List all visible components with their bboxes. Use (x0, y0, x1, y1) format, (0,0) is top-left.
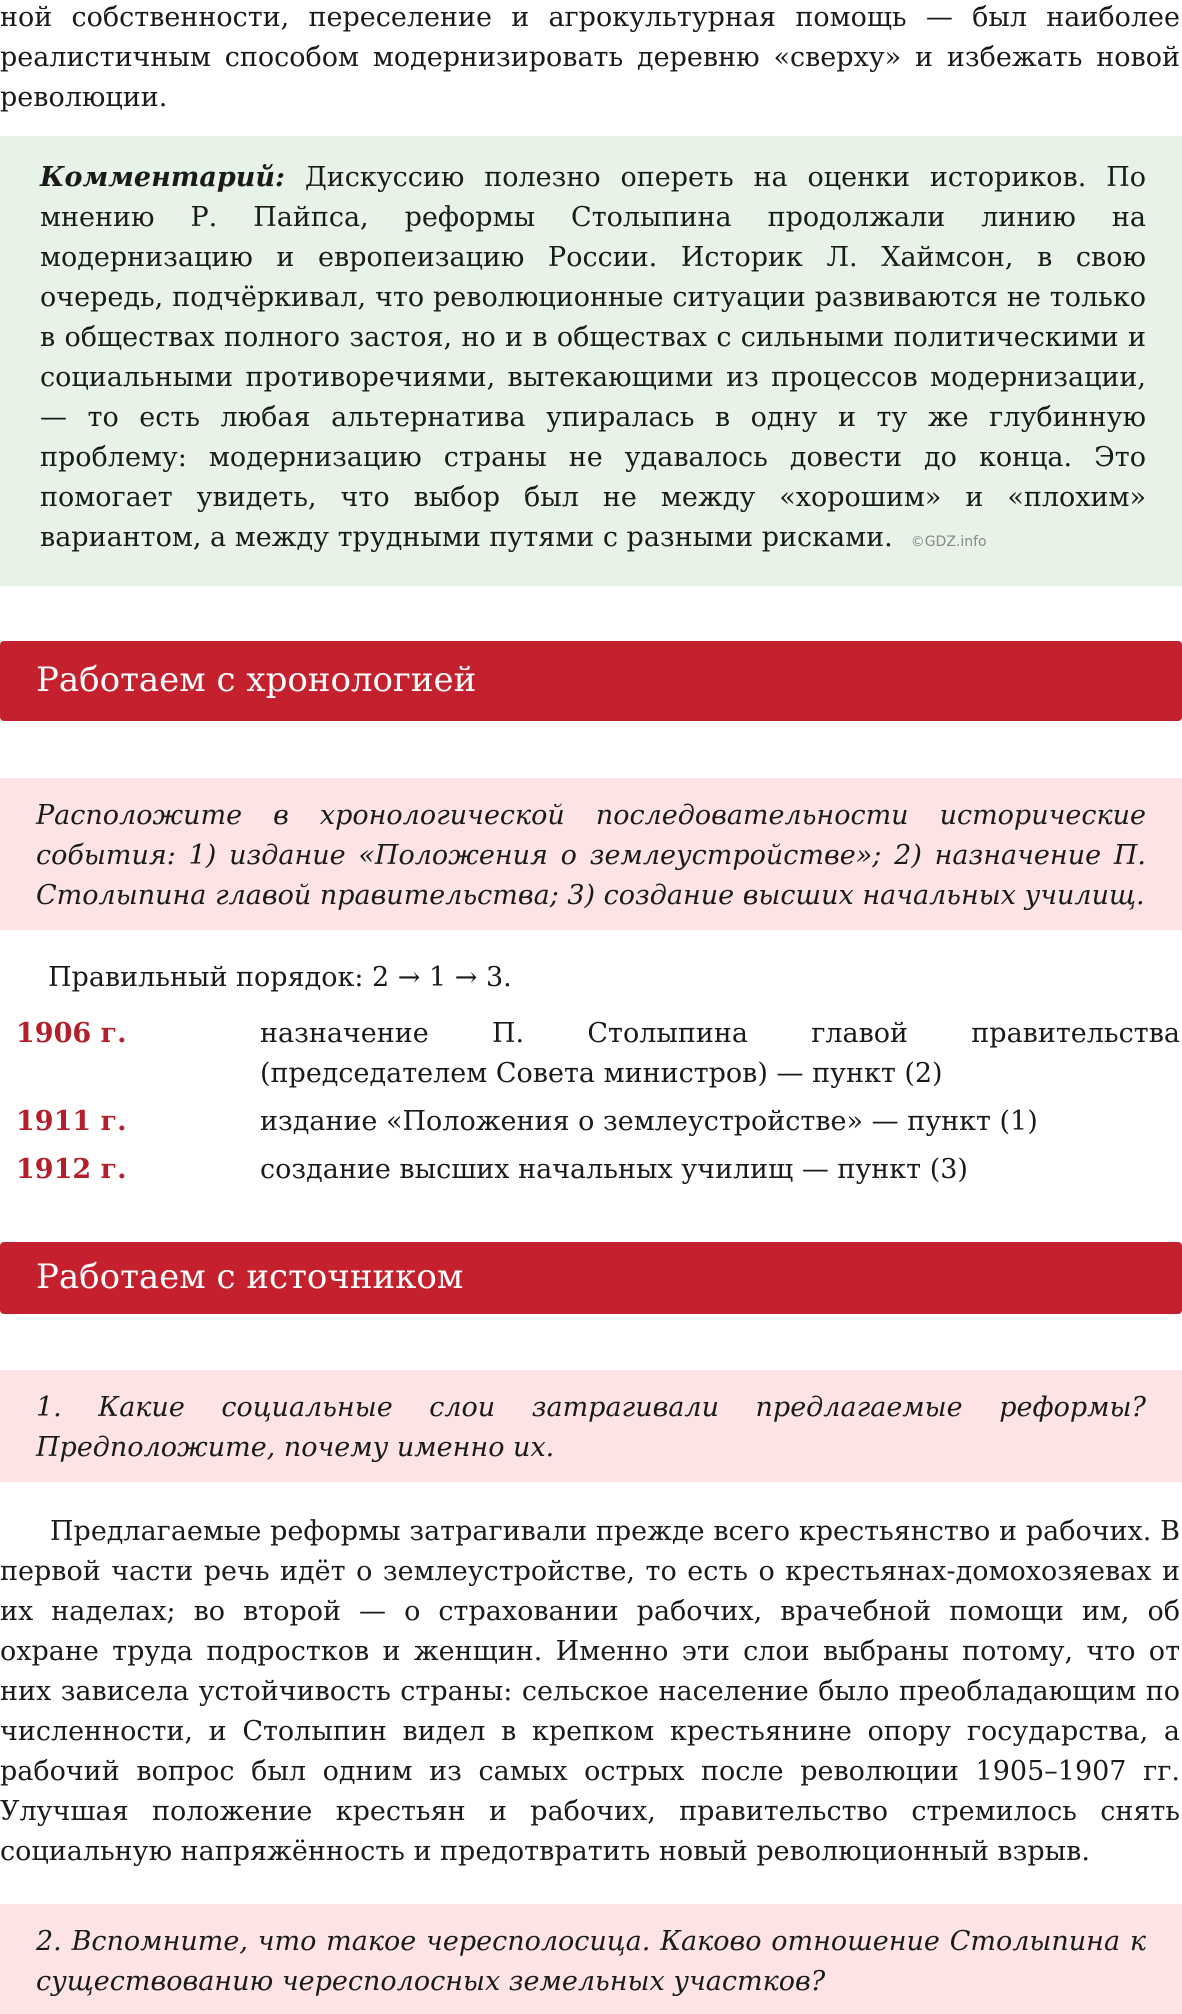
chronology-event: создание высших начальных училищ — пункт (3) (260, 1154, 968, 1185)
chronology-event: издание «Положения о землеустройстве» — пункт (1) (260, 1106, 1038, 1137)
chronology-event: назначение П. Столыпина главой правительства (председателем Совета министров) — пункт (2) (260, 1018, 1180, 1089)
section-title-chronology: Работаем с хронологией (36, 660, 477, 700)
chronology-year: 1912 г. (16, 1154, 127, 1185)
comment-box (0, 136, 1182, 586)
intro-paragraph: ной собственности, переселение и агрокультурная помощь — был наиболее реалистичным способом модернизировать деревню «сверху» и избежать новой революции. (0, 2, 1180, 113)
comment-lead: Комментарий: (40, 162, 285, 193)
task-box-question-1 (0, 1370, 1182, 1482)
section-bar-source (0, 1242, 1182, 1314)
task-box-question-2 (0, 1904, 1182, 2014)
source-question-2: 2. Вспомните, что такое чересполосица. Каково отношение Столыпина к существованию чересполосных земельных участков? (36, 1926, 1146, 1997)
correct-order: Правильный порядок: 2 → 1 → 3. (48, 962, 512, 993)
task-box-chronology (0, 778, 1182, 930)
section-bar-chronology (0, 641, 1182, 721)
source-answer-1: Предлагаемые реформы затрагивали прежде всего крестьянство и рабочих. В первой части речь идёт о землеустройстве, то есть о крестьянах-домохозяевах и их наделах; во второй — о страховании рабочих, врачебной помощи им, об охране труда подростков и женщин. Именно эти слои выбраны потому, что от них зависела устойчивость страны: сельское население было преобладающим по численности, и Столыпин видел в крепком крестьянине опору государства, а рабочий вопрос был одним из самых острых после революции 1905–1907 гг. Улучшая положение крестьян и рабочих, правительство стремилось снять социальную напряжённость и предотвратить новый революционный взрыв. (0, 1516, 1180, 1867)
source-question-1: 1. Какие социальные слои затрагивали предлагаемые реформы? Предположите, почему именно их. (36, 1392, 1146, 1463)
comment-text: Дискуссию полезно опереть на оценки историков. По мнению Р. Пайпса, реформы Столыпина продолжали линию на модернизацию и европеизацию России. Историк Л. Хаймсон, в свою очередь, подчёркивал, что революционные ситуации развиваются не только в обществах полного застоя, но и в обществах с сильными политическими и социальными противоречиями, вытекающими из процессов модернизации, — то есть любая альтернатива упиралась в одну и ту же глубинную проблему: модернизацию страны не удавалось довести до конца. Это помогает увидеть, что выбор был не между «хорошим» и «плохим» вариантом, а между трудными путями с разными рисками. (40, 162, 1146, 553)
comment-paragraph (40, 158, 1146, 562)
copyright-mark: ©GDZ.info (910, 534, 987, 550)
chronology-year: 1911 г. (16, 1106, 127, 1137)
section-title-source: Работаем с источником (36, 1257, 464, 1297)
chronology-year: 1906 г. (16, 1018, 127, 1049)
chronology-task: Расположите в хронологической последовательности исторические события: 1) издание «Положения о землеустройстве»; 2) назначение П. Столыпина главой правительства; 3) создание высших начальных училищ. (36, 800, 1146, 911)
